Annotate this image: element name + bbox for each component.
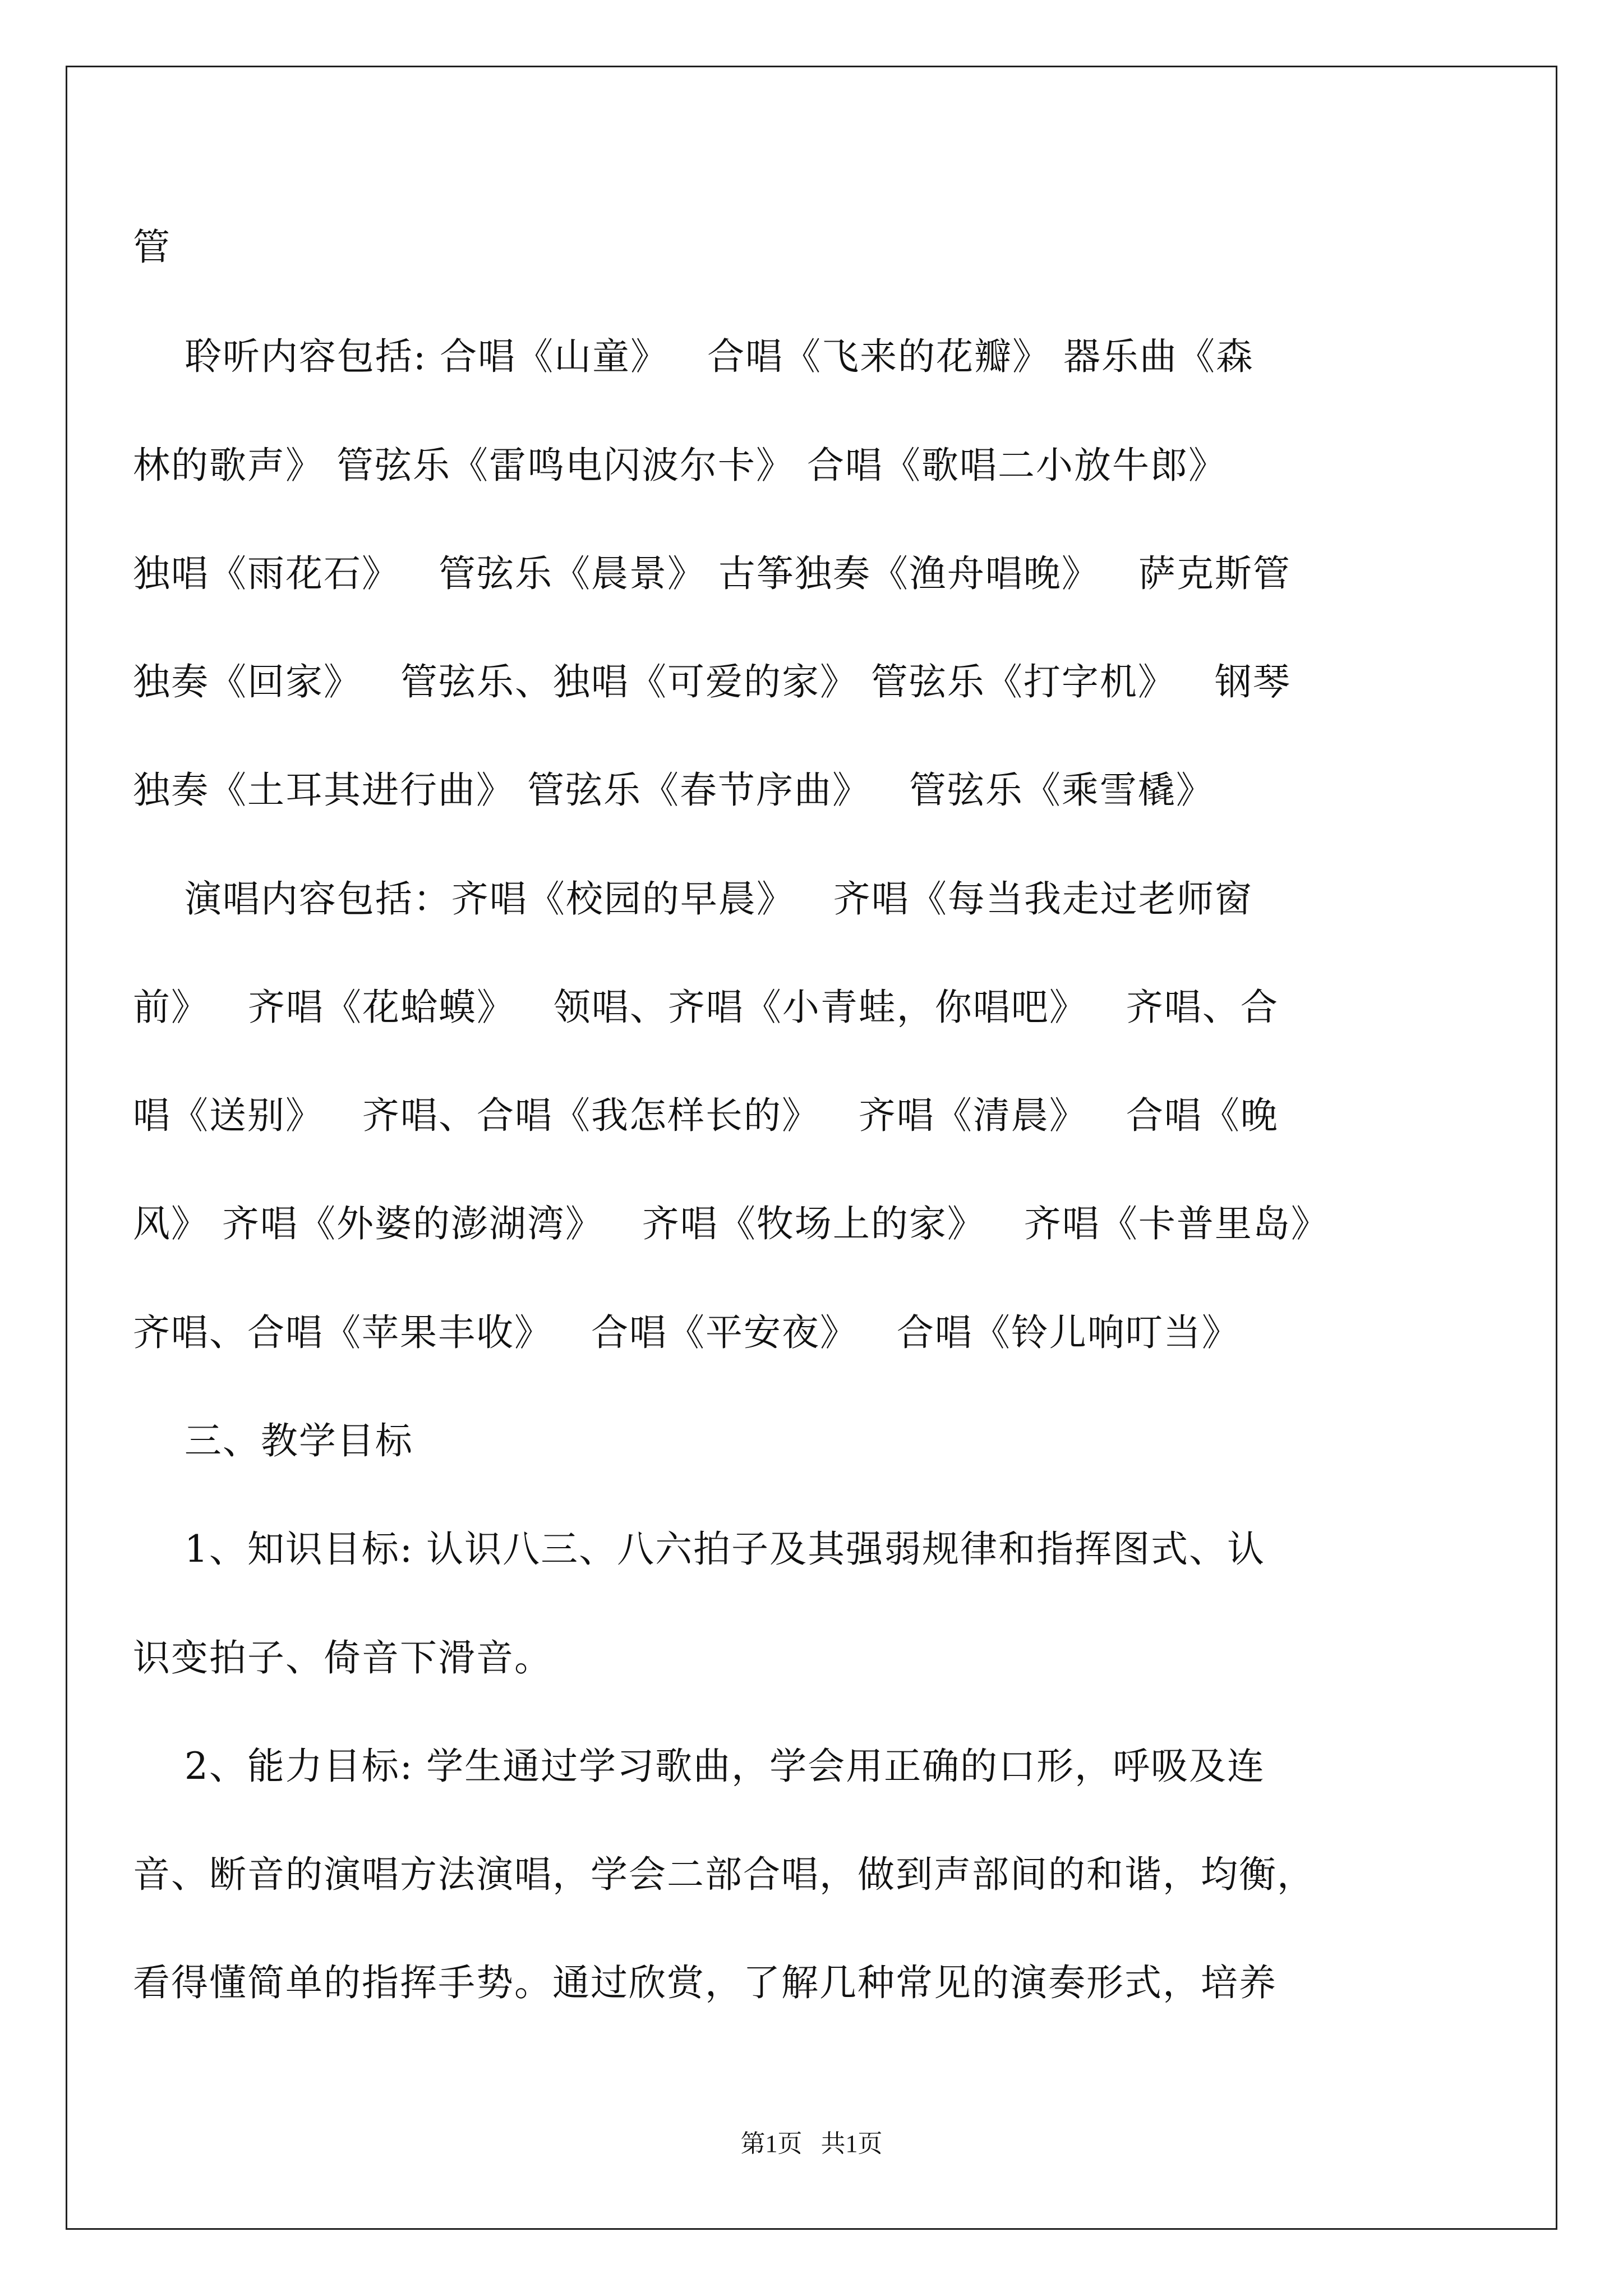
text-line: 林的歌声》 管弦乐《雷鸣电闪波尔卡》 合唱《歌唱二小放牛郎》 xyxy=(133,444,1227,487)
text-line: 1、知识目标: 认识八三、八六拍子及其强弱规律和指挥图式、认 xyxy=(133,1527,1266,1571)
page-border xyxy=(66,66,1557,2230)
text-line: 唱《送别》 齐唱、合唱《我怎样长的》 齐唱《清晨》 合唱《晚 xyxy=(133,1094,1279,1137)
text-line: 看得懂简单的指挥手势。通过欣赏，了解几种常见的演奏形式，培养 xyxy=(133,1961,1277,2004)
text-line: 音、断音的演唱方法演唱，学会二部合唱，做到声部间的和谐，均衡， xyxy=(133,1853,1315,1896)
text-line: 识变拍子、倚音下滑音。 xyxy=(133,1636,552,1680)
text-line: 管 xyxy=(133,226,171,269)
text-line: 前》 齐唱《花蛤蟆》 领唱、齐唱《小青蛙，你唱吧》 齐唱、合 xyxy=(133,986,1279,1029)
text-line: 独唱《雨花石》 管弦乐《晨景》 古筝独奏《渔舟唱晚》 萨克斯管 xyxy=(133,552,1291,595)
text-line: 独奏《土耳其进行曲》 管弦乐《春节序曲》 管弦乐《乘雪橇》 xyxy=(133,769,1214,812)
section-heading: 三、教学目标 xyxy=(133,1419,413,1462)
text-line: 2、能力目标: 学生通过学习歌曲，学会用正确的口形，呼吸及连 xyxy=(133,1745,1266,1788)
text-line: 聆听内容包括: 合唱《山童》 合唱《飞来的花瓣》 器乐曲《森 xyxy=(133,335,1255,378)
text-line: 独奏《回家》 管弦乐、独唱《可爱的家》 管弦乐《打字机》 钢琴 xyxy=(133,660,1291,703)
text-line: 演唱内容包括：齐唱《校园的早晨》 齐唱《每当我走过老师窗 xyxy=(133,877,1253,921)
text-line: 风》 齐唱《外婆的澎湖湾》 齐唱《牧场上的家》 齐唱《卡普里岛》 xyxy=(133,1202,1329,1245)
page-number-footer: 第1页 共1页 xyxy=(740,2130,883,2157)
text-line: 齐唱、合唱《苹果丰收》 合唱《平安夜》 合唱《铃儿响叮当》 xyxy=(133,1311,1240,1354)
